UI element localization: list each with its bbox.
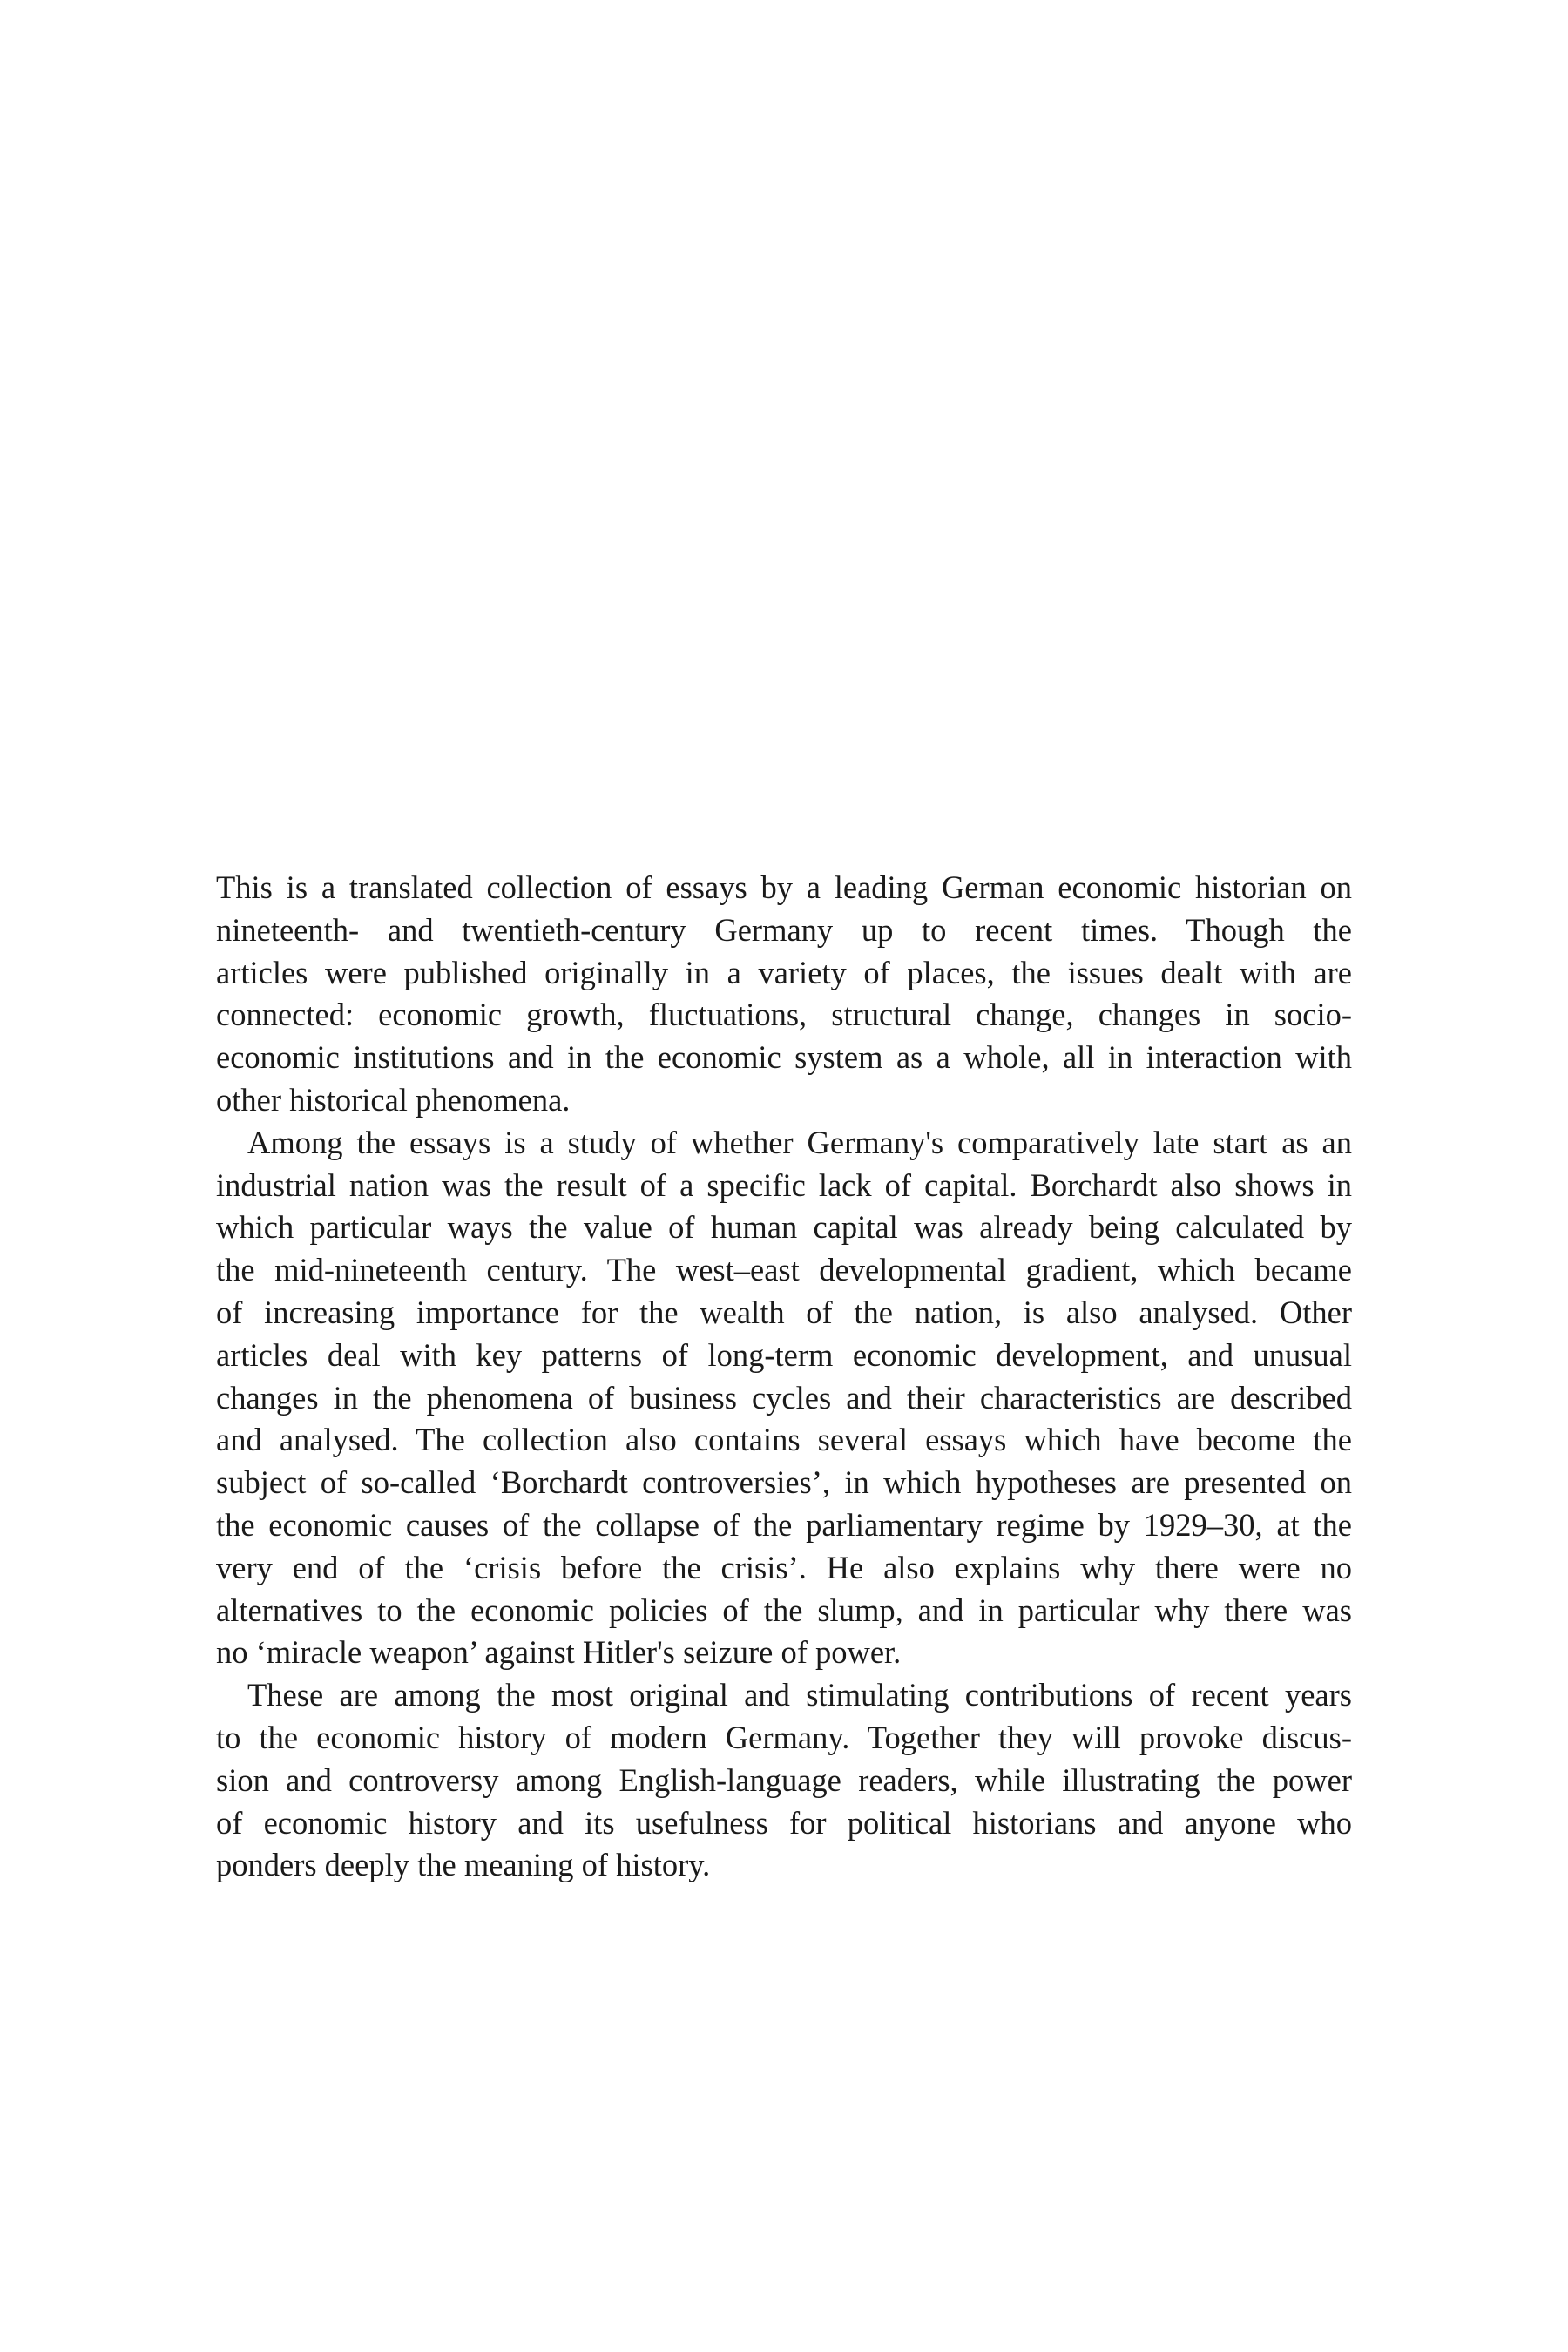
- text-line: to the economic history of modern Germany. Together they will provoke discus-: [216, 1719, 1352, 1755]
- text-line: and analysed. The collection also contains several essays which have become the: [216, 1422, 1352, 1458]
- text-line: ponders deeply the meaning of history.: [216, 1847, 711, 1883]
- text-line: which particular ways the value of human capital was already being calculated by: [216, 1209, 1352, 1246]
- text-line: changes in the phenomena of business cycles and their characteristics are described: [216, 1379, 1352, 1416]
- text-line: subject of so-called ‘Borchardt controversies’, in which hypotheses are presented on: [216, 1464, 1352, 1501]
- text-line: economic institutions and in the economic system as a whole, all in interaction with: [216, 1039, 1352, 1076]
- text-line: Among the essays is a study of whether Germany's comparatively late start as an: [247, 1124, 1352, 1160]
- paragraph-2: [216, 1122, 1352, 1674]
- text-line: of increasing importance for the wealth of the nation, is also analysed. Other: [216, 1294, 1352, 1330]
- text-line: This is a translated collection of essays by a leading German economic historian on: [216, 869, 1352, 905]
- text-line: the mid-nineteenth century. The west–east developmental gradient, which became: [216, 1252, 1352, 1288]
- paragraph-3: [216, 1674, 1352, 1887]
- text-line: articles were published originally in a variety of places, the issues dealt with are: [216, 954, 1352, 990]
- text-line: articles deal with key patterns of long-term economic development, and unusual: [216, 1336, 1352, 1373]
- text-line: of economic history and its usefulness for political historians and anyone who: [216, 1804, 1352, 1841]
- text-line: industrial nation was the result of a specific lack of capital. Borchardt also shows in: [216, 1166, 1352, 1203]
- text-line: connected: economic growth, fluctuations, structural change, changes in socio-: [216, 997, 1352, 1033]
- text-line: alternatives to the economic policies of the slump, and in particular why there was: [216, 1592, 1352, 1628]
- text-line: no ‘miracle weapon’ against Hitler's seizure of power.: [216, 1634, 902, 1671]
- text-line: nineteenth- and twentieth-century Germany up to recent times. Though the: [216, 911, 1352, 948]
- blurb-text: [216, 867, 1352, 1887]
- text-line: sion and controversy among English-language readers, while illustrating the power: [216, 1761, 1352, 1798]
- paragraph-1: [216, 867, 1352, 1122]
- text-line: other historical phenomena.: [216, 1081, 571, 1118]
- text-line: very end of the ‘crisis before the crisis’. He also explains why there were no: [216, 1549, 1352, 1585]
- text-line: the economic causes of the collapse of the parliamentary regime by 1929–30, at the: [216, 1506, 1352, 1543]
- text-line: These are among the most original and stimulating contributions of recent years: [247, 1677, 1352, 1713]
